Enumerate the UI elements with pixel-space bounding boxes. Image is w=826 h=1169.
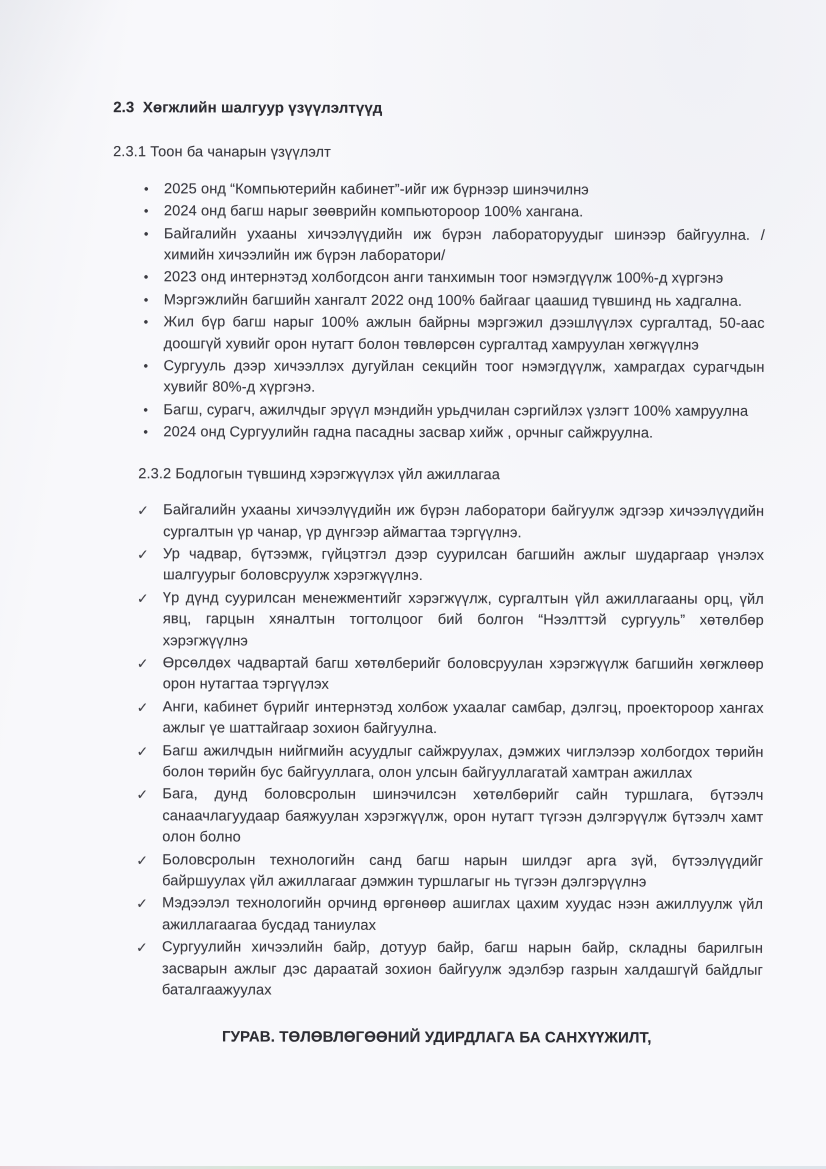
check-item-text: Боловсролын технологийн санд багш нарын шилдэг арга зүй, бүтээлүүдийг байршуулах үйл ажиллагааг дэмжин туршлагыг нь түгээн дэлгэрүүлнэ [162,851,764,891]
checkmark-icon: ✓ [136,895,148,912]
bullet-item-text: Мэргэжлийн багшийн хангалт 2022 онд 100% байгааг цаашид түвшинд нь хадгална. [163,292,743,310]
quantitative-indicator-list [112,179,765,446]
bullet-list-item [112,400,764,423]
bullet-item-text: Сургууль дээр хичээллэх дугуйлан секцийн тоог нэмэгдүүлж, хамрагдах сурагчдын хувийг 80%-д хүргэнэ. [163,358,765,397]
bullet-list-item [113,312,765,357]
bullet-icon: • [143,424,149,440]
checkmark-icon: ✓ [136,786,149,803]
bullet-list-item [113,290,765,313]
bullet-icon: • [143,203,149,219]
checkmark-icon: ✓ [136,589,149,606]
checkmark-icon: ✓ [136,742,149,759]
check-list-item [112,544,764,589]
bullet-item-text: 2025 онд “Компьютерийн кабинет”-ийг иж бүрнээр шинэчилнэ [163,181,589,199]
bullet-icon: • [143,225,149,241]
policy-activity-list [111,500,764,1003]
checkmark-icon: ✓ [136,655,149,672]
bullet-item-text: Багш, сурагч, ажилчдыг эрүүл мэндийн урьдчилан сэргийлэх үзлэгт 100% хамруулна [163,402,749,420]
bullet-list-item [113,268,765,291]
check-item-text: Өрсөлдөх чадвартай багш хөтөлберийг боловсруулан хэрэгжүүлж багшийн хөгжлөөр орон нутагтаа тэргүүлэх [162,655,764,694]
bullet-item-text: 2024 онд Сургуулийн гадна пасадны засвар хийж , орчныг сайжруулна. [163,424,654,442]
checkmark-icon: ✓ [136,698,149,715]
subsection-1-title: 2.3.1 Тоон ба чанарын үзүүлэлт [113,144,331,162]
bullet-item-text: Байгалийн ухааны хичээлүүдийн иж бүрэн лабораторуудыг шинээр байгуулна. / химийн хичээлийн иж бүрэн лаборатори/ [163,225,765,265]
check-list-item [111,741,763,786]
check-list-item [111,850,763,895]
bullet-list-item [113,224,765,269]
bullet-list-item [112,422,764,445]
checkmark-icon: ✓ [135,939,148,956]
bullet-list-item [112,356,764,401]
check-list-item [112,588,764,654]
bullet-item-text: Жил бүр багш нарыг 100% ажлын байрны мэргэжил дээшлүүлэх сургалтад, 50-аас доошгүй хувийг орон нутагт болон төвлөрсөн сургалтад хамруулан хөгжүүлнэ [163,314,765,354]
document-content [111,97,765,1050]
bullet-item-text: 2023 онд интернэтэд холбогдсон анги танхимын тоог нэмэгдүүлж 100%-д хүргэнэ [163,269,724,288]
checkmark-icon: ✓ [136,851,149,868]
checkmark-icon: ✓ [137,502,150,519]
check-list-item [111,937,763,1003]
bullet-list-item [113,201,765,224]
chapter-three-heading: ГУРАВ. ТӨЛӨВЛӨГӨӨНИЙ УДИРДЛАГА БА САНХҮҮЖИЛТ, [221,1028,652,1047]
check-item-text: Ур чадвар, бүтээмж, гүйцэтгэл дээр суурилсан багшийн ажлыг шударгаар үнэлэх шалгуурыг боловсруулж хэрэгжүүлнэ. [162,546,765,585]
check-item-text: Багш ажилчдын нийгмийн асуудлыг сайжруулах, дэмжих чиглэлээр холбогдох төрийн болон төрийн бус байгууллага, олон улсын байгууллагатай хамтран ажиллах [162,742,764,782]
check-item-text: Мэдээлэл технологийн орчинд өргөнөөр ашиглах цахим хуудас нээн ажиллуулж үйл ажиллагаагаа бусдад таниулах [162,895,764,934]
bullet-icon: • [143,314,149,330]
section-heading: 2.3 Хөгжлийн шалгуур үзүүлэлтүүд [113,99,383,117]
check-item-text: Сургуулийн хичээлийн байр, дотуур байр, багш нарын байр, складны барилгын засварын ажлыг дэс дараатай зохион байгуулж эдэлбэр газрын халдашгүй байдлыг баталгаажуулах [161,939,764,999]
check-list-item [111,894,763,939]
bullet-icon: • [143,269,149,285]
bullet-icon: • [143,358,149,374]
checkmark-icon: ✓ [137,546,149,563]
check-item-text: Бага, дунд боловсролын шинэчилсэн хөтөлбөрийг сайн туршлага, бүтээлч санаачлагуудаар баяжуулан хэрэгжүүлж, орон нутагт түгээн дэлгэрүүлж бүтээлч хамт олон болно [162,786,764,846]
check-list-item [111,785,763,851]
bullet-item-text: 2024 онд багш нарыг зөөврийн компьютороор 100% хангана. [163,203,584,221]
check-list-item [112,500,764,545]
check-list-item [112,697,764,742]
bullet-icon: • [143,181,149,197]
bullet-icon: • [143,292,149,308]
check-item-text: Анги, кабинет бүрийг интернэтэд холбож ухаалаг самбар, дэлгэц, проектороор хангах ажлыг үе шаттайгаар зохион байгуулна. [162,699,764,738]
subsection-2-title: 2.3.2 Бодлогын түвшинд хэрэгжүүлэх үйл ажиллагаа [138,465,500,483]
check-item-text: Үр дүнд суурилсан менежментийг хэрэгжүүлж, сургалтын үйл ажиллагааны орц, үйл явц, гарцын хяналтын тогтолцоог бий болгон “Нээлттэй сургууль” хөтөлбөр хэрэгжүүлнэ [162,589,764,650]
check-list-item [112,653,764,698]
bullet-icon: • [143,402,149,418]
check-item-text: Байгалийн ухааны хичээлүүдийн иж бүрэн лаборатори байгуулж эдгээр хичээлүүдийн сургалтын үр чанар, үр дүнгээр аймагтаа тэргүүлнэ. [163,502,765,541]
bullet-list-item [113,179,765,202]
